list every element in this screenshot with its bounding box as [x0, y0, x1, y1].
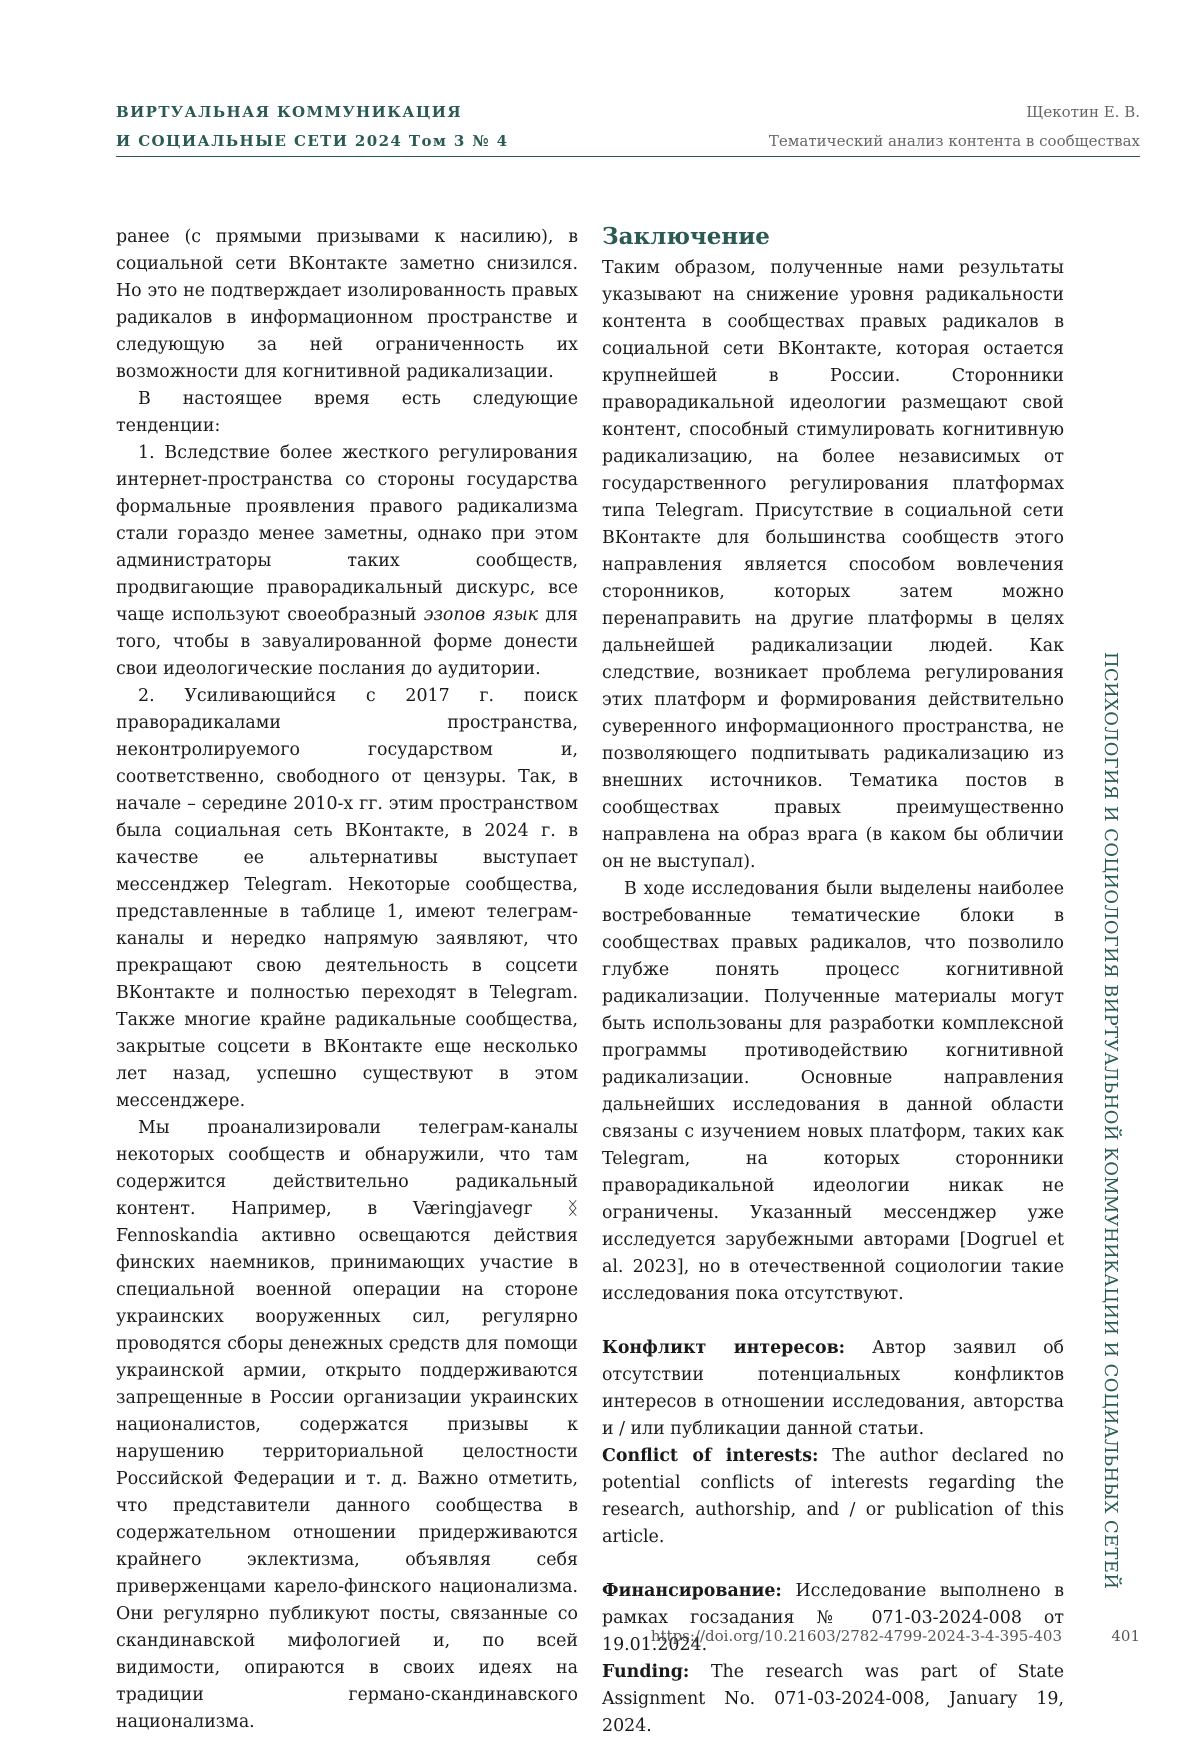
funding-ru-text: Исследование выполнено в рамках госзадания № 071-03-2024-008 от 19.01.2024. — [602, 1581, 1064, 1655]
funding-en-text: The research was part of State Assignment No. 071-03-2024-008, January 19, 2024. — [602, 1662, 1064, 1736]
running-header — [769, 98, 1140, 156]
conflict-ru-text: Автор заявил об отсутствии потенциальных конфликтов интересов в отношении исследования, авторства и / или публикации данной статьи. — [602, 1338, 1065, 1439]
conflict-en-label: Conflict of interests: — [602, 1446, 819, 1466]
section-sidebar-title: ПСИХОЛОГИЯ И СОЦИОЛОГИЯ ВИРТУАЛЬНОЙ КОММУНИКАЦИИ И СОЦИАЛЬНЫХ СЕТЕЙ — [1100, 652, 1121, 1590]
article-short-title: Тематический анализ контента в сообществах — [768, 132, 1140, 150]
paragraph: ранее (с прямыми призывами к насилию), в социальной сети ВКонтакте заметно снизился. Но это не подтверждает изолированность правых радикалов в информационном пространстве и следующую за ней ограниченность их возможности для когнитивной радикализации. — [116, 227, 578, 382]
funding-en — [602, 1659, 1064, 1740]
paragraph-list-item-2: 2. Усиливающийся с 2017 г. поиск праворадикалами пространства, неконтролируемого государством и, соответственно, свободного от цензуры. Так, в начале – середине 2010-х гг. этим пространством была социальная сеть ВКонтакте, в 2024 г. в качестве ее альтернативы выступает мессенджер Telegram. Некоторые сообщества, представленные в таблице 1, имеют телеграм-каналы и нередко напрямую заявляют, что прекращают свою деятельность в соцсети ВКонтакте и полностью переходят в Telegram. Также многие крайне радикальные сообщества, закрытые соцсети в ВКонтакте еще несколько лет назад, успешно существуют в этом мессенджере. — [116, 686, 578, 1111]
header-rule — [116, 156, 1140, 157]
paragraph-list-item-1 — [116, 440, 578, 683]
paragraph: Мы проанализировали телеграм-каналы некоторых сообществ и обнаружили, что там содержится действительно радикальный контент. Например, в Væringjavegr ᛝ Fennoskandia активно освещаются действия финских наемников, принимающих участие в специальной военной операции на стороне украинских вооруженных сил, регулярно проводятся сборы денежных средств для помощи украинской армии, открыто поддерживаются запрещенные в России организации украинских националистов, содержатся призывы к нарушению территориальной целостности Российской Федерации и т. д. Важно отметить, что представители данного сообщества в содержательном отношении придерживаются крайнего эклектизма, объявляя себя приверженцами карело-финского национализма. Они регулярно публикуют посты, связанные со скандинавской мифологией и, по всей видимости, опираются в своих идеях на традиции германо-скандинавского национализма. — [116, 1118, 578, 1732]
right-column — [602, 222, 1064, 1740]
author-name: Щекотин Е. В. — [1026, 103, 1140, 121]
conflict-en-text: The author declared no potential conflicts of interests regarding the research, authorship, and / or publication of this article. — [602, 1446, 1064, 1547]
funding-ru-label: Финансирование: — [602, 1581, 782, 1601]
paragraph: В ходе исследования были выделены наиболее востребованные тематические блоки в сообществах правых радикалов, что позволило глубже понять процесс когнитивной радикализации. Полученные материалы могут быть использованы для разработки комплексной программы противодействию когнитивной радикализации. Основные направления дальнейших исследования в данной области связаны с изучением новых платформ, таких как Telegram, на которых сторонники праворадикальной идеологии никак не ограничены. Указанный мессенджер уже исследуется зарубежными авторами [Dogruel et al. 2023], но в отечественной социологии такие исследования пока отсутствуют. — [602, 879, 1064, 1304]
conflict-ru — [602, 1335, 1064, 1443]
journal-title-line1: ВИРТУАЛЬНАЯ КОММУНИКАЦИЯ — [116, 103, 462, 121]
text-run: 1. Вследствие более жесткого регулирования интернет-пространства со стороны государства формальные проявления правого радикализма стали гораздо менее заметны, однако при этом администраторы таких сообществ, продвигающие праворадикальный дискурс, все чаще используют своеобразный — [116, 443, 578, 625]
conflict-ru-label: Конфликт интересов: — [602, 1338, 846, 1358]
funding-en-label: Funding: — [602, 1662, 690, 1682]
page-number: 401 — [1111, 1627, 1140, 1645]
paragraph: Таким образом, полученные нами результаты указывают на снижение уровня радикальности контента в сообществах правых радикалов в социальной сети ВКонтакте, которая остается крупнейшей в России. Сторонники праворадикальной идеологии размещают свой контент, способный стимулировать когнитивную радикализацию, на более независимых от государственного регулирования платформах типа Telegram. Присутствие в социальной сети ВКонтакте для большинства сообществ этого направления является способом вовлечения сторонников, которых затем можно перенаправить на другие платформы в целях дальнейшей радикализации людей. Как следствие, возникает проблема регулирования этих платформ и формирования действительно суверенного информационного пространства, не позволяющего подпитывать радикализацию из внешних источников. Тематика постов в сообществах правых преимущественно направлена на образ врага (в каком бы обличии он не выступал). — [602, 258, 1064, 872]
italic-term: эзопов язык — [423, 605, 538, 625]
conflict-en — [602, 1443, 1064, 1551]
paragraph: В настоящее время есть следующие тенденции: — [116, 389, 578, 436]
doi-link[interactable]: https://doi.org/10.21603/2782-4799-2024-3-4-395-403 — [650, 1627, 1062, 1645]
journal-title-line2: И СОЦИАЛЬНЫЕ СЕТИ 2024 Том 3 № 4 — [116, 132, 509, 150]
journal-title — [116, 98, 509, 156]
section-heading: Заключение — [602, 223, 770, 250]
left-column — [116, 224, 578, 1736]
funding-ru — [602, 1578, 1064, 1659]
text-run: для того, чтобы в завуалированной форме донести свои идеологические послания до аудитории. — [116, 605, 578, 679]
